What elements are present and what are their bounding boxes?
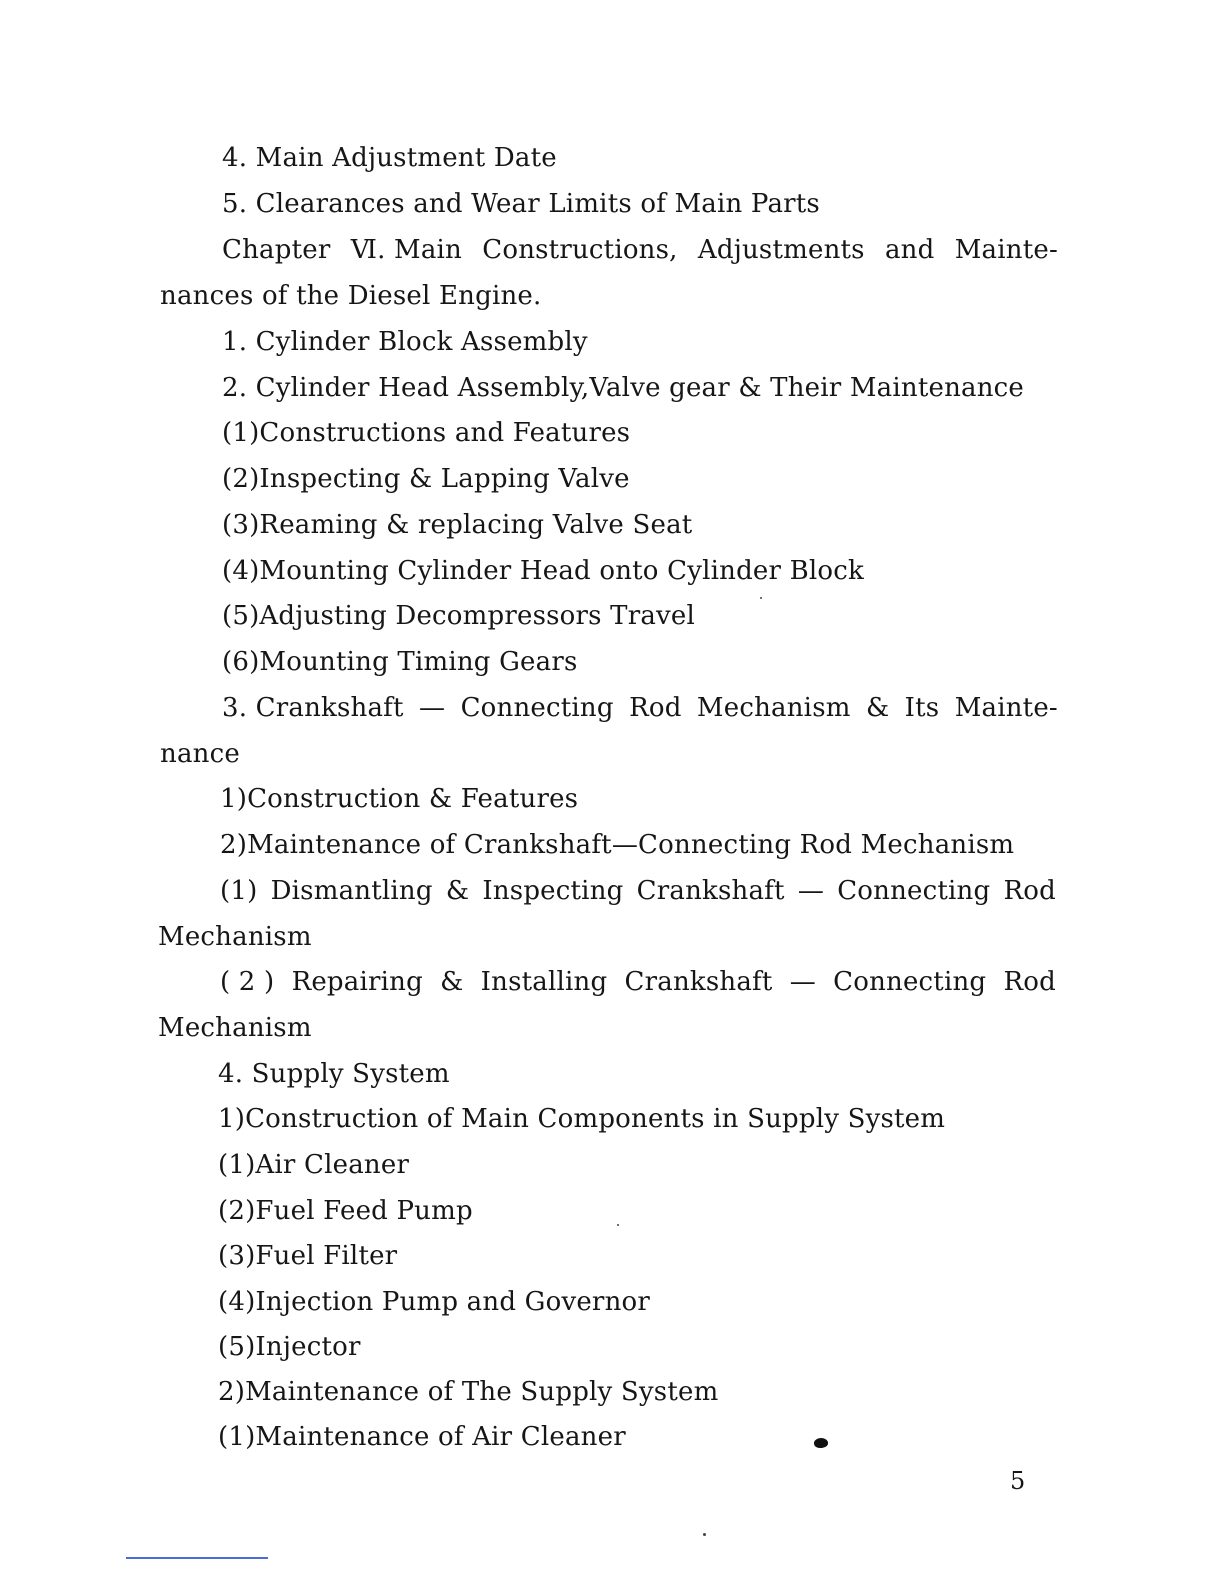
- toc-word: Connecting: [833, 967, 987, 997]
- toc-entry: (5)Adjusting Decompressors Travel: [222, 601, 696, 631]
- toc-word: —: [789, 967, 816, 997]
- toc-entry: (1)Constructions and Features: [222, 418, 631, 448]
- toc-word: —: [419, 693, 446, 723]
- toc-word: Mainte-: [954, 693, 1058, 723]
- toc-entry: 2)Maintenance of The Supply System: [218, 1377, 719, 1407]
- footer-rule: [126, 1557, 268, 1559]
- toc-entry: (6)Mounting Timing Gears: [222, 647, 578, 677]
- page-number: 5: [1010, 1467, 1026, 1495]
- toc-entry: (1)Maintenance of Air Cleaner: [218, 1422, 626, 1452]
- toc-word: &: [865, 693, 890, 723]
- toc-entry: (1)Air Cleaner: [218, 1150, 410, 1180]
- toc-entry: (4)Mounting Cylinder Head onto Cylinder Block: [222, 556, 865, 586]
- toc-word: Mainte-: [954, 235, 1058, 265]
- toc-entry: (2)Fuel Feed Pump: [218, 1196, 473, 1226]
- toc-word: Connecting: [460, 693, 614, 723]
- scan-speck: [703, 1533, 706, 1536]
- toc-word: Its: [904, 693, 940, 723]
- toc-entry: (2)Inspecting & Lapping Valve: [222, 464, 630, 494]
- toc-entry: 2. Cylinder Head Assembly,Valve gear & Their Maintenance: [222, 373, 1025, 403]
- toc-word: Chapter: [222, 235, 331, 265]
- toc-entry-continuation: Mechanism: [158, 922, 312, 952]
- toc-entry: (3)Fuel Filter: [218, 1241, 398, 1271]
- toc-entry-continuation: nances of the Diesel Engine.: [160, 281, 542, 311]
- toc-word: —: [797, 876, 825, 906]
- ink-blot: [813, 1437, 828, 1449]
- toc-entry: (4)Injection Pump and Governor: [218, 1287, 650, 1317]
- toc-entry: 1. Cylinder Block Assembly: [222, 327, 588, 357]
- toc-word: Mechanism: [696, 693, 851, 723]
- scan-speck: [760, 597, 762, 599]
- toc-word: Dismantling: [270, 876, 433, 906]
- toc-entry-justified: [220, 876, 1056, 906]
- toc-entry: (3)Reaming & replacing Valve Seat: [222, 510, 693, 540]
- toc-word: Inspecting: [482, 876, 624, 906]
- scan-speck: [617, 1224, 619, 1226]
- toc-word: &: [440, 967, 464, 997]
- toc-word: Adjustments: [697, 235, 865, 265]
- toc-entry-justified: [220, 967, 1056, 997]
- toc-entry: 2)Maintenance of Crankshaft—Connecting Rod Mechanism: [220, 830, 1015, 860]
- toc-word: ( 2 ): [220, 967, 275, 997]
- toc-word: Rod: [1003, 967, 1056, 997]
- toc-entry-section-heading: [222, 693, 1058, 723]
- toc-word: Connecting: [837, 876, 991, 906]
- toc-word: Rod: [629, 693, 682, 723]
- toc-word: Crankshaft: [624, 967, 773, 997]
- toc-word: (1): [220, 876, 258, 906]
- toc-word: Rod: [1003, 876, 1056, 906]
- toc-entry: 1)Construction & Features: [220, 784, 579, 814]
- toc-word: Constructions,: [482, 235, 678, 265]
- toc-entry: (5)Injector: [218, 1332, 361, 1362]
- toc-entry-chapter-heading: [222, 235, 1058, 265]
- toc-word: 3. Crankshaft: [222, 693, 404, 723]
- toc-entry: 5. Clearances and Wear Limits of Main Parts: [222, 189, 820, 219]
- toc-entry-continuation: Mechanism: [158, 1013, 312, 1043]
- toc-word: and: [884, 235, 935, 265]
- toc-entry: 1)Construction of Main Components in Supply System: [218, 1104, 946, 1134]
- toc-entry: 4. Supply System: [218, 1059, 450, 1089]
- toc-entry: 4. Main Adjustment Date: [222, 143, 557, 173]
- toc-word: Installing: [480, 967, 608, 997]
- toc-word: &: [445, 876, 470, 906]
- toc-word: Repairing: [291, 967, 423, 997]
- toc-entry-continuation: nance: [160, 739, 240, 769]
- toc-word: Crankshaft: [636, 876, 785, 906]
- toc-word: Ⅵ. Main: [350, 235, 462, 265]
